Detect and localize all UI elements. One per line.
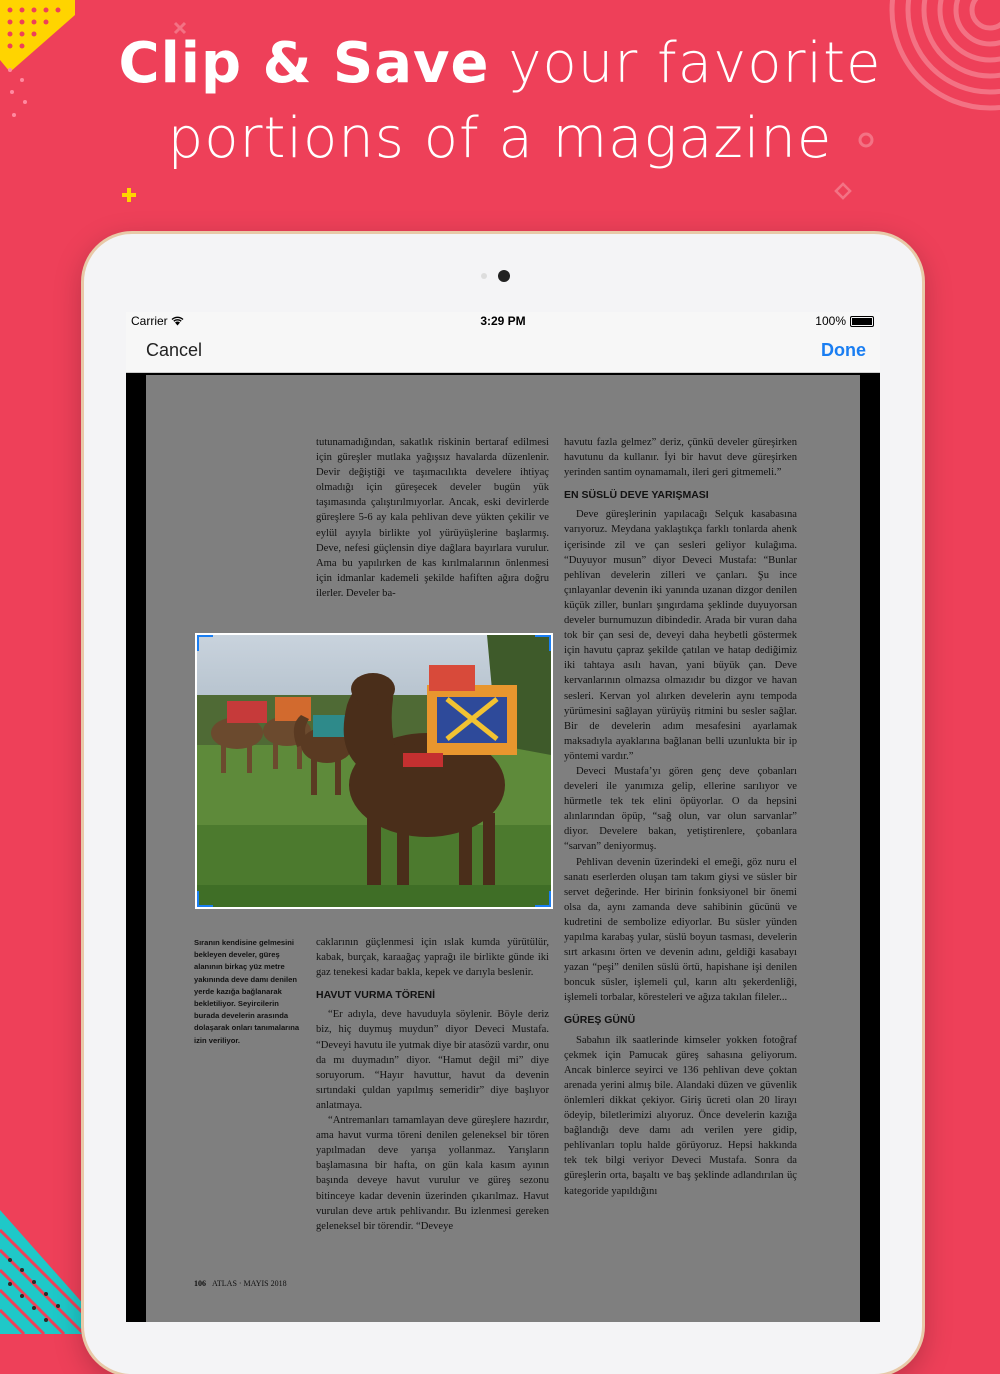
section-heading: EN SÜSLÜ DEVE YARIŞMASI [564, 489, 709, 502]
promo-headline [0, 28, 1000, 178]
headline-rest: your favorite [489, 31, 882, 96]
crop-handle-icon[interactable] [195, 633, 213, 651]
headline-line2: portions of a magazine [167, 106, 833, 171]
article-column-top-left: tutunamadığından, sakatlık riskinin bertaraf edilmesi için güreşler mutlaka yağışsız havalarda düzenlenir. Devir değiştiği ve taşımacılıkta develere ihtiyaç olmadığı için güreşecek develer bugün yük taşımasında çalıştırılmıyorlar. Ancak, eski devirlerde güreşlere 5-6 ay kala pehlivan deve yükten çekilir ve eylül ayıyla birlikte yol yürüyüşlerine başlarmış. Deve, nefesi güçlensin diye dağlara bayırlara vurulur. Ama bu yapılırken de kas kırılmalarının önlenmesi için idmanlar kademeli şekilde hafiften ağıra doğru ilerler. Develer ba- [316, 437, 549, 599]
camel-photo[interactable] [195, 633, 553, 909]
plus-decoration [120, 186, 138, 204]
article-column-right: havutu fazla gelmez” deriz, çünkü develer güreşirken havutunu da kullanır. İyi bir havut deve güreşirken yerinden santim oynamamalı, ileri geri gitmemeli.” EN SÜSLÜ DEVE YARIŞMASI Deve güreşlerinin yapılacağı Selçuk kasabasına varıyoruz. Meydana yaklaştıkça farklı tonlarda ahenk içerisinde zil ve çan sesleri geliyor kulağıma. “Duyuyor musun” diyor Deveci Mustafa: “Bunlar pehlivan develerin zilleri ve çanları. Şu ince çınlayanlar devenin iki yanında uzanan dizgor denilen küçük ziller, bunları şıngırdama şeklinde duyuyorsan develer burnumuzun dibindedir. Arada bir vuran daha tok bir çan sesi de, deveyi daha heybetli göstermek için havutu çapraz şekilde çatılan ve hatap dediğimiz iki tahtaya asılı havan, yani büyük çan. Deve kervanlarının olmazsa olmazıdır bu dizgor ve havan sesleri. Kervan yol alırken develerin aynı tempoda yürümesini sağlayan yürüyüş ritmini bu sesler sağlar. Bir de develerin adım mesafesini ayarlamak maksadıyla ayaklarına bağlanan belli uzunlukta bir ip yöntemi vardır.” Deveci Mustafa’yı gören genç deve çobanları develeri ile yanımıza gelip, ellerine sarılıyor ve hürmetle tek tek elini öpüyorlar. O da hepsini alınlarından öpüp, “sağ olun, var olun sarvanlar” diyor. Develere bakan, yetiştirenlere, çobanlara “sarvan” deniyormuş. Pehlivan devenin üzerindeki el emeği, göz nuru el sanatı eserlerden oluşan tam takım giysi ve süsler bir servet değerinde. Her birinin fonksiyonel bir önemi olsa da, aynı zamanda deve sahibinin gücünü ve kudretini de sembolize ediyorlar. Bu süsler yünden yapılma karabaş yular, süslü boyun tasması, develerin sırt arkasını örten ve devenin adını, geldiği kasabayı yazan “peşi” denilen süslü örtü, hapishane işi denilen boncuk süsler, işlemeli çul, karın altı şekerdenliği, işlemeli torbalar, köresteleri ve ağıza takılan fileler... GÜREŞ GÜNÜ Sabahın ilk saatlerinde kimseler yokken fotoğraf çekmek için Pamucak güreş sahasına geliyorum. Ancak binlerce seyirci ve 136 pehlivan deve çoktan arenada yerini almış bile. Alandaki düzen ve güvenlik önlemleri dikkat çekiyor. Giriş ücreti olan 20 lirayı ödeyip, biletlerimizi alıyoruz. Önce develerin kazığa bağlandığı deve damı adı verilen yere gidip, pehlivanları toplu halde görüyoruz. Hepsi hakkında tek tek bilgi veriyor Deveci Mustafa. Sonra da güreşlerin orta, başaltı ve baş şeklinde adlandırılan üç kategoride yapıldığını [564, 437, 797, 1197]
page-footer: 106 ATLAS · MAYIS 2018 [194, 1279, 287, 1288]
crop-nav-bar [126, 330, 880, 373]
status-bar [126, 312, 880, 330]
device-screen [126, 312, 880, 1322]
front-sensor [481, 273, 487, 279]
magazine-page [146, 375, 860, 1322]
cancel-button[interactable]: Cancel [146, 340, 203, 360]
battery-icon [850, 316, 874, 327]
camel-illustration [197, 635, 551, 907]
headline-bold: Clip & Save [118, 31, 490, 96]
crop-handle-icon[interactable] [195, 891, 213, 909]
carrier-label: Carrier [131, 314, 184, 328]
battery-status: 100% [815, 314, 874, 328]
crop-handle-icon[interactable] [535, 891, 553, 909]
diamond-decoration [834, 182, 852, 200]
photo-caption: Sıranın kendisine gelmesini bekleyen develer, güreş alanının birkaç yüz metre yakınında deve damı denilen yerde kazığa bağlanarak bekletiliyor. Seyircilerin burada develerin arasında dolaşarak onları tanımalarına izin veriliyor. [194, 938, 300, 1045]
article-column-mid: caklarının güçlenmesi için ıslak kumda yürütülür, kabak, burçak, karaağaç yaprağı ile birlikte günde iki gaz tenekesi kadar bakla, kepek ve darıyla beslenir. HAVUT VURMA TÖRENİ “Er adıyla, deve havuduyla söylenir. Böyle deriz biz, hiç duymuş muydun” diyor Deveci Mustafa. “Deveyi havutu ile yutmak diye bir atasözü vardır, onu da mı duymadın” diyor. “Hamut değil mi” diye soruyorum. “Hayır havuttur, havut da devenin sırtındaki çuldan yapılmış semeridir” diye başlıyor anlatmaya. “Antremanları tamamlayan deve güreşlere hazırdır, ama havut vurma töreni denilen geleneksel bir tören yapılmadan deve yarışa yollanmaz. Yarışların başlamasına bir hafta, on gün kala kasım ayının başında deveye havut vurulur ve güreş sezonu bitinceye kadar devenin üzerinden çıkarılmaz. Havut vurulan deve artık pehlivandır. Bu izlenmesi gereken geleneksel bir törendir. “Deveye [316, 937, 549, 1232]
section-heading: GÜREŞ GÜNÜ [564, 1014, 636, 1027]
section-heading: HAVUT VURMA TÖRENİ [316, 989, 435, 1002]
crop-handle-icon[interactable] [535, 633, 553, 651]
clock: 3:29 PM [480, 314, 526, 328]
done-button[interactable]: Done [821, 340, 866, 360]
front-camera [498, 270, 510, 282]
